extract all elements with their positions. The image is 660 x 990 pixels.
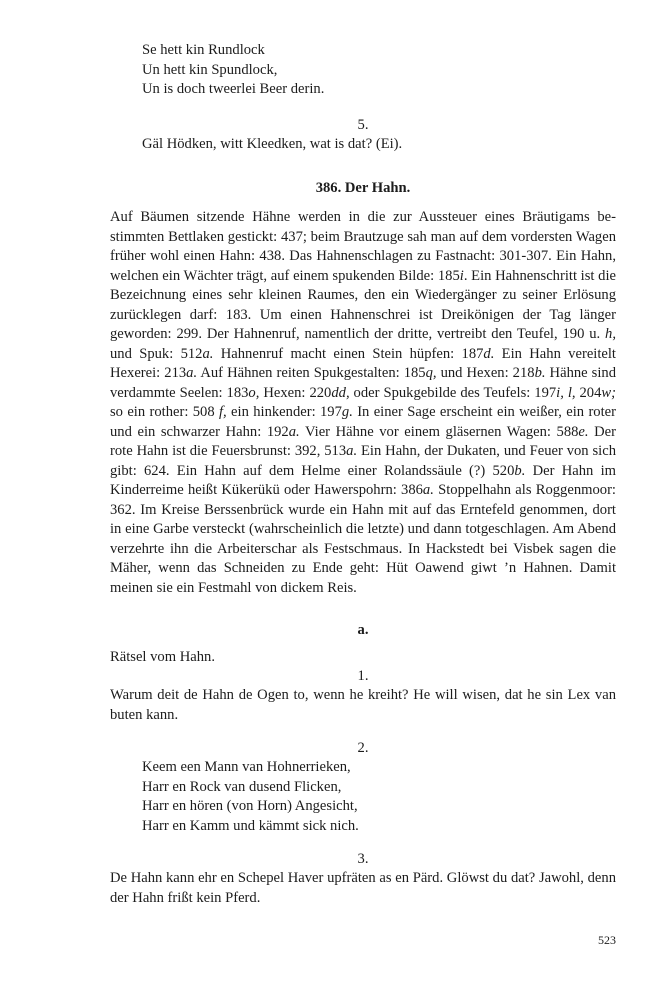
verse-line: Un hett kin Spundlock, — [142, 61, 278, 78]
section-title: 386. Der Hahn. — [315, 180, 411, 196]
top-verse — [142, 41, 612, 100]
verse-line: Un is doch tweerlei Beer derin. — [142, 81, 325, 97]
riddle-text: De Hahn kann ehr en Schepel Haver upfräten as en Pärd. Glöwst du dat? Jawohl, denn der Hahn frißt kein Pferd. — [110, 870, 616, 906]
section-body: Auf Bäumen sitzende Hähne werden in die zur Aussteuer eines Bräutigams bestimmten Bettlaken gestickt: 437; beim Brautzuge sah man auf dem vordersten Wagen früher wohl einen Hahn: 438. Das Hahnenschlagen zu Fastnacht: 301-307. Ein Hahn, welchen ein Wächter trägt, auf einem spukenden Bilde: 185i. Ein Hahnenschritt ist die Bezeichnung eines sehr kleinen Raumes, den ein Wiedergänger zu seiner Erlösung zurücklegen darf: 183. Um einen Hahnenschrei ist Dreikönigen der Tag länger geworden: 299. Der Hahnenruf, namentlich der dritte, vertreibt den Teufel, 190 u. h, und Spuk: 512a. Hahnenruf macht einen Stein hüpfen: 187d. Ein Hahn vereitelt Hexerei: 213a. Auf Hähnen reiten Spukgestalten: 185q, und Hexen: 218b. Hähne sind verdammte Seelen: 183o, Hexen: 220dd, oder Spukgebilde des Teufels: 197i, l, 204w; so ein rother: 508 f, ein hinkender: 197g. In einer Sage erscheint ein weißer, ein roter und ein schwarzer Hahn: 192a. Vier Hähne vor einem gläsernen Wagen: 588e. Der rote Hahn ist die Feuersbrunst: 392, 513a. Ein Hahn, der Dukaten, und Feuer von sich gibt: 624. Ein Hahn auf dem Helme einer Rolandssäule (?) 520b. Der Hahn im Kinderreime heißt Kükerükü oder Hawerspohrn: 386a. Stoppelhahn als Roggenmoor: 362. Im Kreise Berssenbrück wurde ein Hahn mit auf das Erntefeld genommen, dort in eine Garbe versteckt (wahrscheinlich die letzte) und dann totgeschlagen. Am Abend verzehrte ihn die Arbeiterschar als Festschmaus. In Hackstedt bei Visbek sagen die Mäher, wenn das Schneiden zu Ende geht: Hüt Oawend giwt ’n Hahnen. Damit meinen sie ein Festmahl von dickem Reis. — [110, 209, 617, 596]
verse-line: Harr en Kamm und kämmt sick nich. — [142, 817, 359, 834]
verse-line: Harr en hören (von Horn) Angesicht, — [142, 798, 358, 814]
riddle-number: 3. — [357, 851, 369, 867]
riddle-text: Gäl Hödken, witt Kleedken, wat is dat? (Ei). — [142, 136, 403, 152]
riddle-number: 1. — [357, 668, 369, 684]
verse-line: Se hett kin Rundlock — [142, 42, 265, 58]
riddle-number: 2. — [357, 740, 369, 756]
subsection-letter: a. — [357, 622, 369, 638]
verse-line: Harr en Rock van dusend Flicken, — [142, 778, 342, 795]
riddle-verse — [142, 758, 612, 836]
page-number: 523 — [598, 933, 616, 947]
riddle-text: Warum deit de Hahn de Ogen to, wenn he kreiht? He will wisen, dat he sin Lex van buten kann. — [110, 687, 616, 723]
subsection-intro: Rätsel vom Hahn. — [110, 649, 215, 665]
verse-line: Keem een Mann van Hohnerrieken, — [142, 759, 351, 775]
riddle-number: 5. — [357, 117, 369, 133]
